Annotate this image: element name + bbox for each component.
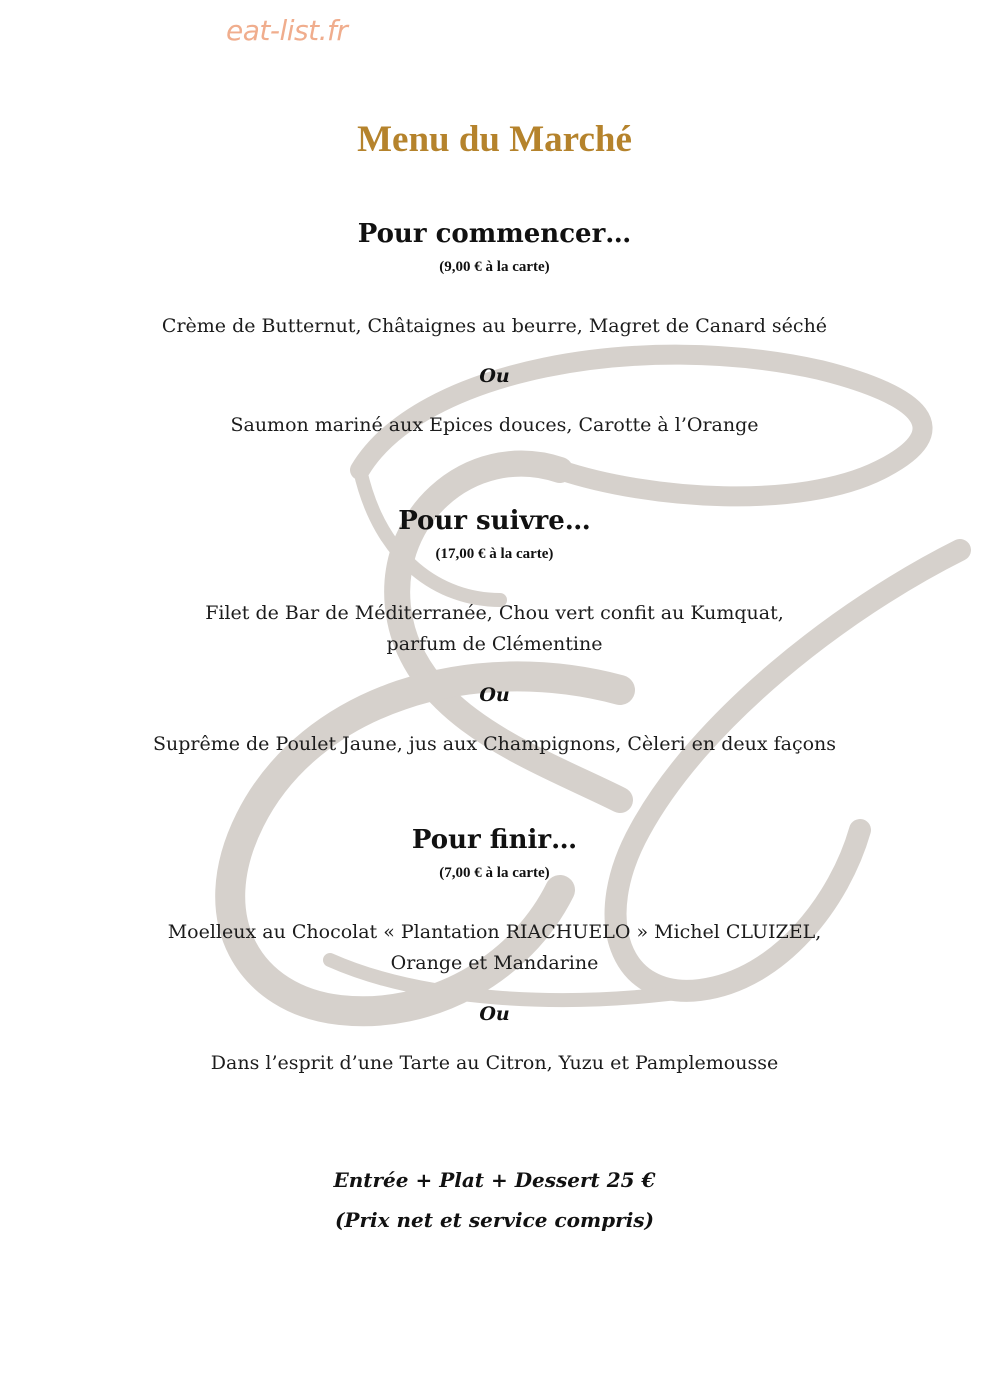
dish-main-1-line2: parfum de Clémentine [386, 633, 603, 655]
or-separator-starters: Ou [479, 365, 510, 387]
site-watermark: eat-list.fr [226, 14, 348, 47]
dish-dessert-2: Dans l’esprit d’une Tarte au Citron, Yuzu et Pamplemousse [210, 1052, 779, 1074]
section-title-mains: Pour suivre… [398, 506, 591, 536]
dish-main-1-line1: Filet de Bar de Méditerranée, Chou vert confit au Kumquat, [205, 602, 784, 624]
menu-formula-price: Entrée + Plat + Dessert 25 € [333, 1168, 656, 1192]
section-price-starters: (9,00 € à la carte) [439, 259, 550, 275]
menu-title: Menu du Marché [357, 119, 632, 160]
dish-starter-1: Crème de Butternut, Châtaignes au beurre, Magret de Canard séché [161, 315, 828, 337]
section-price-mains: (17,00 € à la carte) [435, 546, 554, 562]
section-title-desserts: Pour finir… [411, 825, 578, 855]
menu-price-note: (Prix net et service compris) [334, 1208, 655, 1232]
dish-starter-2: Saumon mariné aux Epices douces, Carotte à l’Orange [230, 414, 759, 436]
or-separator-mains: Ou [479, 684, 510, 706]
dish-dessert-1-line1: Moelleux au Chocolat « Plantation RIACHUELO » Michel CLUIZEL, [167, 921, 822, 943]
section-price-desserts: (7,00 € à la carte) [439, 865, 550, 881]
or-separator-desserts: Ou [479, 1003, 510, 1025]
section-title-starters: Pour commencer… [357, 219, 632, 249]
dish-main-2: Suprême de Poulet Jaune, jus aux Champignons, Cèleri en deux façons [152, 733, 837, 755]
dish-dessert-1-line2: Orange et Mandarine [390, 952, 599, 974]
